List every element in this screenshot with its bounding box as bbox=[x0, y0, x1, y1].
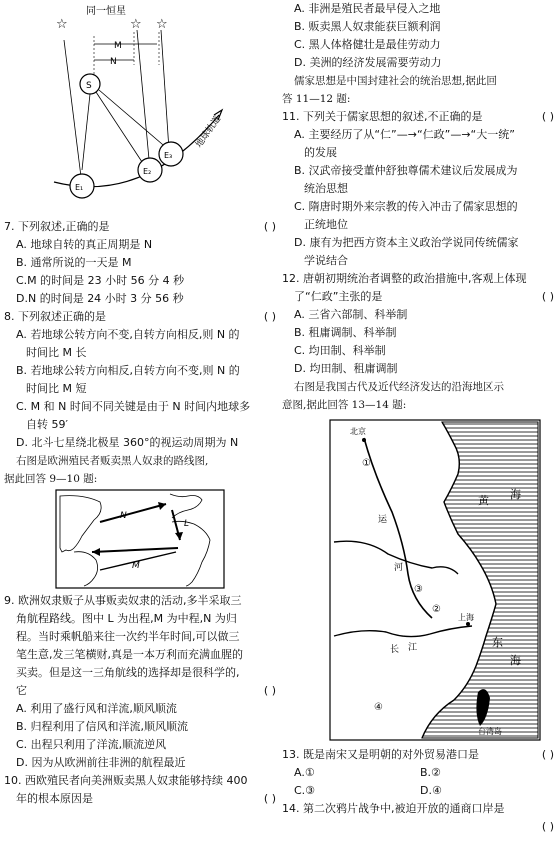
option-c: C.③ bbox=[294, 784, 316, 797]
option-c: C. 隋唐时期外来宗教的传入冲击了儒家思想的 bbox=[294, 200, 518, 213]
option-c: C. 出程只利用了洋流,顺流逆风 bbox=[16, 738, 167, 751]
question-stem-cont: 角航程路线。图中 L 为出程,M 为中程,N 为归 bbox=[16, 612, 237, 625]
option-c: C. 均田制、科举制 bbox=[294, 344, 386, 357]
label-hai: 海 bbox=[510, 488, 521, 501]
intro-13-14 bbox=[282, 378, 554, 414]
figure-triangle-trade-map bbox=[4, 488, 276, 592]
option-b: B.② bbox=[420, 766, 441, 779]
label-huang: 黄 bbox=[478, 494, 489, 507]
question-stem: 14. 第二次鸦片战争中,被迫开放的通商口岸是 bbox=[282, 802, 505, 815]
label-sun: S bbox=[86, 81, 92, 91]
shanghai-dot bbox=[466, 622, 470, 626]
marker-3: ③ bbox=[414, 584, 423, 595]
marker-4: ④ bbox=[374, 702, 383, 713]
option-a: A.① bbox=[294, 766, 315, 779]
answer-paren: ( ) bbox=[541, 110, 554, 123]
label-he: 河 bbox=[394, 563, 404, 573]
question-stem: 9. 欧洲奴隶贩子从事贩卖奴隶的活动,多半采取三 bbox=[4, 594, 242, 607]
label-yun: 运 bbox=[378, 515, 388, 525]
beijing-dot bbox=[362, 438, 366, 442]
question-stem: 11. 下列关于儒家思想的叙述,不正确的是 bbox=[282, 110, 483, 123]
question-10-options bbox=[282, 0, 554, 72]
label-e2: E₂ bbox=[143, 167, 152, 176]
option-c: C. 黑人体格健壮是最佳劳动力 bbox=[294, 38, 441, 51]
option-a: A. 利用了盛行风和洋流,顺风顺流 bbox=[16, 702, 177, 715]
question-stem: 7. 下列叙述,正确的是 bbox=[4, 220, 110, 233]
answer-paren: ( ) bbox=[541, 290, 554, 303]
answer-paren: ( ) bbox=[263, 310, 276, 323]
left-column bbox=[4, 0, 276, 808]
option-c: C.M 的时间是 23 小时 56 分 4 秒 bbox=[16, 274, 185, 287]
label-m: M bbox=[114, 41, 122, 51]
figure-solar-sidereal-day bbox=[4, 0, 276, 218]
answer-paren: ( ) bbox=[263, 792, 276, 805]
option-b-cont: 时间比 M 短 bbox=[26, 382, 87, 395]
option-a-cont: 时间比 M 长 bbox=[26, 346, 87, 359]
option-a: A. 主要经历了从“仁”—→“仁政”—→“大一统” bbox=[294, 128, 515, 141]
question-8 bbox=[4, 308, 276, 452]
label-m: M bbox=[132, 561, 140, 571]
option-a: A. 非洲是殖民者最早侵入之地 bbox=[294, 2, 441, 15]
option-d: D. 康有为把西方资本主义政治学说同传统儒家 bbox=[294, 236, 519, 249]
option-d-cont: 学说结合 bbox=[304, 254, 348, 267]
question-7 bbox=[4, 218, 276, 308]
intro-9-10 bbox=[4, 452, 276, 488]
label-taiwan: 台湾岛 bbox=[478, 727, 502, 736]
intro-line: 儒家思想是中国封建社会的统治思想,据此回 bbox=[294, 75, 497, 87]
intro-line: 意图,据此回答 13—14 题: bbox=[282, 399, 407, 411]
question-stem-cont: 年的根本原因是 bbox=[16, 792, 93, 805]
intro-line: 右图是欧洲殖民者贩卖黑人奴隶的路线图, bbox=[16, 455, 209, 467]
label-dong: 东 bbox=[492, 636, 503, 649]
option-a: A. 三省六部制、科举制 bbox=[294, 308, 408, 321]
star-icon: ☆ bbox=[130, 17, 142, 32]
option-d: D. 均田制、租庸调制 bbox=[294, 362, 398, 375]
label-n: N bbox=[120, 511, 127, 521]
option-c-cont: 自转 59′ bbox=[26, 418, 68, 431]
right-column bbox=[282, 0, 554, 836]
orbit-label: 地球轨道 bbox=[194, 114, 224, 150]
question-12 bbox=[282, 270, 554, 378]
label-beijing: 北京 bbox=[350, 427, 366, 436]
option-b: B. 归程利用了信风和洋流,顺风顺流 bbox=[16, 720, 189, 733]
triangle-trade-map bbox=[4, 488, 276, 592]
answer-paren: ( ) bbox=[263, 684, 276, 697]
answer-paren: ( ) bbox=[263, 220, 276, 233]
option-a: A. 若地球公转方向不变,自转方向相反,则 N 的 bbox=[16, 328, 240, 341]
option-b: B. 通常所说的一天是 M bbox=[16, 256, 132, 269]
label-l: L bbox=[184, 519, 190, 529]
diagram-title: 同一恒星 bbox=[86, 6, 126, 17]
option-b: B. 贩卖黑人奴隶能获巨额利润 bbox=[294, 20, 441, 33]
marker-2: ② bbox=[432, 604, 441, 615]
option-d: D. 美洲的经济发展需要劳动力 bbox=[294, 56, 442, 69]
question-stem-cont: 笔生意,发三笔横财,真是一本万利而充满血腥的 bbox=[16, 648, 243, 661]
question-stem: 10. 西欧殖民者向美洲贩卖黑人奴隶能够持续 400 bbox=[4, 774, 248, 787]
label-chang: 长 bbox=[390, 645, 400, 655]
question-14 bbox=[282, 800, 554, 836]
question-stem: 8. 下列叙述正确的是 bbox=[4, 310, 106, 323]
earth-rotation-diagram bbox=[4, 0, 276, 218]
question-13 bbox=[282, 746, 554, 800]
label-shanghai: 上海 bbox=[458, 613, 474, 622]
intro-11-12 bbox=[282, 72, 554, 108]
question-stem-cont: 程。当时乘帆船来往一次约半年时间,可以做三 bbox=[16, 630, 240, 643]
question-stem: 13. 既是南宋又是明朝的对外贸易港口是 bbox=[282, 748, 479, 761]
question-9 bbox=[4, 592, 276, 772]
option-c: C. M 和 N 时间不同关键是由于 N 时间内地球多 bbox=[16, 400, 251, 413]
question-stem: 12. 唐朝初期统治者调整的政治措施中,客观上体现 bbox=[282, 272, 527, 285]
option-b: B. 若地球公转方向相反,自转方向不变,则 N 的 bbox=[16, 364, 240, 377]
label-n: N bbox=[110, 57, 117, 67]
star-icon: ☆ bbox=[56, 17, 68, 32]
question-11 bbox=[282, 108, 554, 270]
figure-china-coast-map bbox=[282, 414, 554, 746]
marker-1: ① bbox=[362, 458, 371, 469]
answer-paren: ( ) bbox=[541, 820, 554, 833]
label-hai2: 海 bbox=[510, 654, 521, 667]
question-stem-cont: 了“仁政”主张的是 bbox=[294, 290, 383, 303]
label-e1: E₁ bbox=[75, 183, 84, 192]
option-a: A. 地球自转的真正周期是 N bbox=[16, 238, 153, 251]
label-jiang: 江 bbox=[408, 643, 418, 653]
question-10-stem bbox=[4, 772, 276, 808]
china-coast-map bbox=[282, 414, 554, 746]
option-a-cont: 的发展 bbox=[304, 146, 337, 159]
answer-paren: ( ) bbox=[541, 748, 554, 761]
label-e3: E₃ bbox=[164, 151, 173, 160]
option-b: B. 汉武帝接受董仲舒独尊儒术建议后发展成为 bbox=[294, 164, 518, 177]
option-c-cont: 正统地位 bbox=[304, 218, 348, 231]
option-d: D.④ bbox=[420, 784, 442, 797]
option-d: D.N 的时间是 24 小时 3 分 56 秒 bbox=[16, 292, 184, 305]
intro-line: 答 11—12 题: bbox=[282, 93, 351, 105]
intro-line: 据此回答 9—10 题: bbox=[4, 473, 98, 485]
question-stem-cont: 买卖。但是这一三角航线的选择却是很科学的, bbox=[16, 666, 240, 679]
question-stem-cont: 它 bbox=[16, 684, 27, 697]
option-d: D. 因为从欧洲前往非洲的航程最近 bbox=[16, 756, 186, 769]
option-b: B. 租庸调制、科举制 bbox=[294, 326, 397, 339]
option-d: D. 北斗七星绕北极星 360°的视运动周期为 N bbox=[16, 436, 239, 449]
option-b-cont: 统治思想 bbox=[304, 182, 348, 195]
star-icon: ☆ bbox=[156, 17, 168, 32]
intro-line: 右图是我国古代及近代经济发达的沿海地区示 bbox=[294, 381, 504, 393]
